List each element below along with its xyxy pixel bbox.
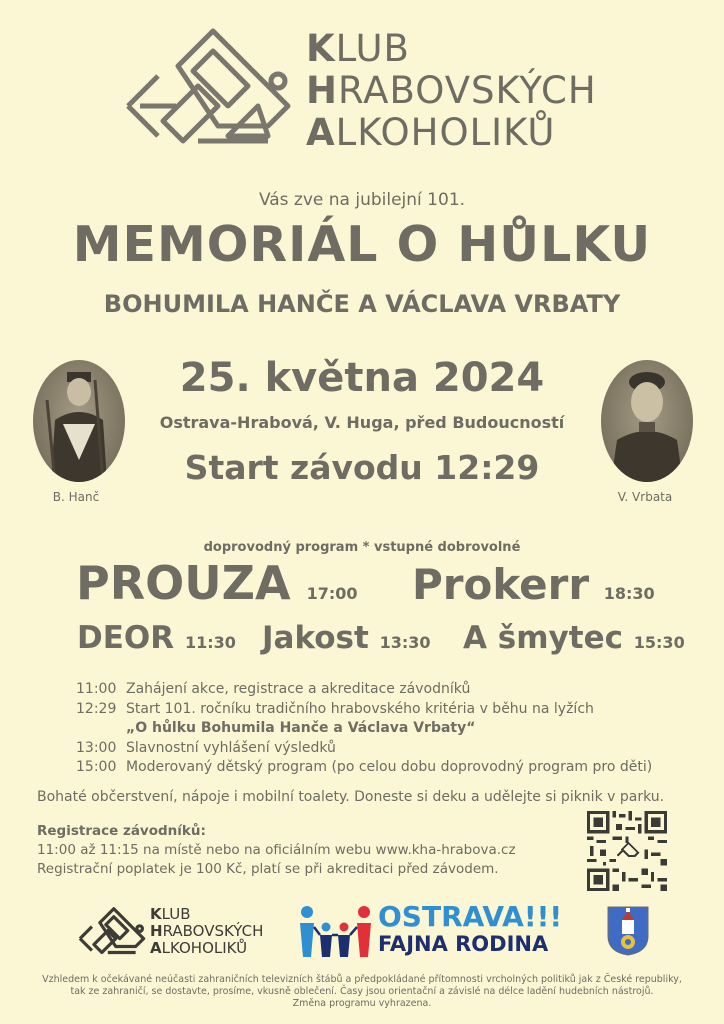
schedule-row: 11:00 Zahájení akce, registrace a akreditace závodníků <box>76 681 471 697</box>
band-deor: DEOR 11:30 <box>77 620 236 656</box>
race-start: Start závodu 12:29 <box>184 448 540 487</box>
schedule-row: „O hůlku Bohumila Hanče a Václava Vrbaty“ <box>126 720 476 736</box>
schedule-row: 15:00 Moderovaný dětský program (po celou dobu doprovodný program pro děti) <box>76 759 653 775</box>
portrait-caption-left: B. Hanč <box>52 490 100 504</box>
club-logo-small <box>76 906 146 960</box>
band-prokerr: Prokerr 18:30 <box>412 560 655 609</box>
club-name: KLUB HRABOVSKÝCH ALKOHOLIKŮ <box>306 27 597 154</box>
registration-fee: Registrační poplatek je 100 Kč, platí se při akreditaci před závodem. <box>37 861 499 877</box>
schedule-row: 13:00 Slavnostní vyhlášení výsledků <box>76 739 336 756</box>
schedule-row: 12:29 Start 101. ročníku tradičního hrabovského kritéria v běhu na lyžích <box>76 700 594 717</box>
club-name-small: KLUB HRABOVSKÝCH ALKOHOLIKŮ <box>150 905 264 957</box>
invite-text: Vás zve na jubilejní 101. <box>258 190 466 210</box>
band-jakost: Jakost 13:30 <box>262 620 431 656</box>
hrabova-crest-icon <box>607 906 649 956</box>
band-prouza: PROUZA 17:00 <box>76 556 358 610</box>
event-date: 25. května 2024 <box>179 355 545 401</box>
portrait-caption-right: V. Vrbata <box>617 490 673 504</box>
portrait-vrbata <box>601 360 693 482</box>
event-title: MEMORIÁL O HŮLKU <box>72 216 652 273</box>
registration-line: 11:00 až 11:15 na místě nebo na oficiálním webu www.kha-hrabova.cz <box>37 842 516 858</box>
event-subtitle: BOHUMILA HANČE A VÁCLAVA VRBATY <box>103 290 621 318</box>
qr-code-icon[interactable] <box>587 811 667 891</box>
club-logo <box>118 26 294 158</box>
registration-heading: Registrace závodníků: <box>37 823 206 839</box>
schedule <box>76 680 652 778</box>
footer-disclaimer: Vzhledem k očekávané neúčasti zahraničních televizních štábů a předpokládané přítomnosti vrcholných politiků jak z České republiky, tak ze zahraničí, se dostavte, prosíme, vkusně oblečení. Časy jsou orientační a závislé na délce ladění hudebních nástrojů. Změna programu vyhrazena. <box>42 974 682 1009</box>
ostrava-logo-text: OSTRAVA!!! <box>378 900 563 933</box>
refreshment-note: Bohaté občerstvení, nápoje i mobilní toalety. Doneste si deku a udělejte si piknik v parku. <box>37 789 665 805</box>
registration-info <box>37 822 516 879</box>
program-note: doprovodný program * vstupné dobrovolné <box>203 540 521 555</box>
ostrava-slogan: FAJNA RODINA <box>378 932 549 956</box>
band-a-smytec: A šmytec 15:30 <box>463 620 685 656</box>
event-place: Ostrava-Hrabová, V. Huga, před Budoucností <box>159 413 565 432</box>
portrait-hanc <box>33 360 125 482</box>
ostrava-family-icon <box>298 905 374 957</box>
